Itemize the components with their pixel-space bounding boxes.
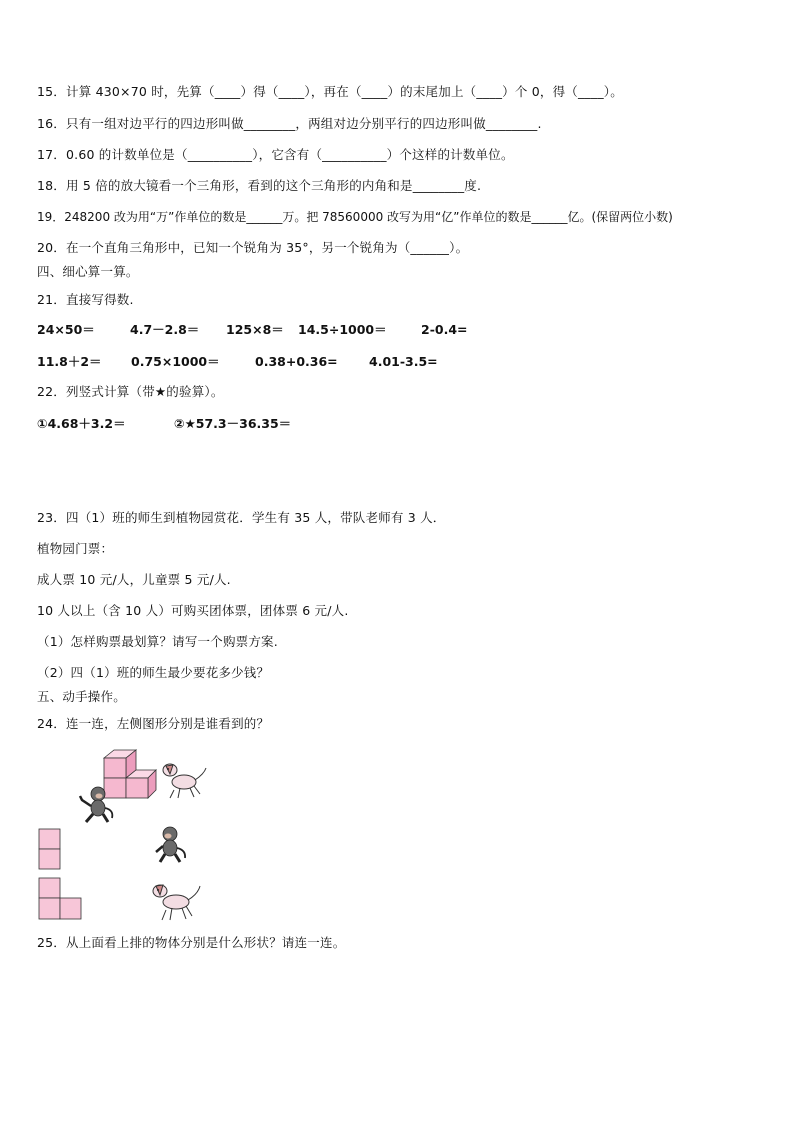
monkey-figure-icon	[78, 786, 116, 824]
calc-item: 125×8＝	[226, 322, 284, 337]
question-18: 18．用 5 倍的放大镜看一个三角形，看到的这个三角形的内角和是________度.	[37, 178, 482, 193]
vertical-calc-item: ②★57.3－36.35＝	[174, 416, 292, 431]
question-16: 16．只有一组对边平行的四边形叫做________，两组对边分别平行的四边形叫做________.	[37, 116, 542, 131]
vertical-calc-item: ①4.68＋3.2＝	[37, 416, 126, 431]
l-shape-squares[interactable]	[38, 877, 84, 921]
question-24: 24．连一连，左侧图形分别是谁看到的？	[37, 716, 270, 731]
group-ticket-line: 10 人以上（含 10 人）可购买团体票，团体票 6 元/人.	[37, 603, 349, 618]
calc-item: 11.8＋2＝	[37, 354, 102, 369]
calc-item: 4.01-3.5=	[369, 354, 438, 369]
question-15: 15．计算 430×70 时，先算（____）得（____），再在（____）的末尾加上（____）个 0，得（____）。	[37, 84, 623, 99]
ticket-price-line: 成人票 10 元/人，儿童票 5 元/人.	[37, 572, 231, 587]
question-19: 19．248200 改为用“万”作单位的数是______万。把 78560000 改写为用“亿”作单位的数是______亿。(保留两位小数)	[37, 210, 673, 224]
dog-figure-icon[interactable]	[150, 880, 202, 922]
section-4-heading: 四、细心算一算。	[37, 264, 139, 279]
question-23-part-2: （2）四（1）班的师生最少要花多少钱？	[37, 665, 270, 680]
two-square-column-shape[interactable]	[38, 828, 62, 870]
question-25: 25．从上面看上排的物体分别是什么形状？请连一连。	[37, 935, 346, 950]
calc-item: 24×50＝	[37, 322, 95, 337]
question-23-part-1: （1）怎样购票最划算？请写一个购票方案.	[37, 634, 278, 649]
calc-item: 0.38+0.36=	[255, 354, 338, 369]
ticket-heading: 植物园门票：	[37, 541, 114, 556]
question-20: 20．在一个直角三角形中，已知一个锐角为 35°，另一个锐角为（______）。	[37, 240, 469, 255]
dog-figure-icon	[160, 760, 208, 800]
section-5-heading: 五、动手操作。	[37, 689, 126, 704]
question-21: 21．直接写得数.	[37, 292, 134, 307]
monkey-figure-icon[interactable]	[152, 826, 190, 864]
question-23: 23．四（1）班的师生到植物园赏花．学生有 35 人，带队老师有 3 人．	[37, 510, 446, 525]
question-17: 17．0.60 的计数单位是（__________），它含有（__________）个这样的计数单位。	[37, 147, 514, 162]
calc-item: 14.5÷1000＝	[298, 322, 387, 337]
calc-item: 2-0.4=	[421, 322, 468, 337]
question-22: 22．列竖式计算（带★的验算）。	[37, 384, 224, 399]
calc-item: 4.7－2.8＝	[130, 322, 200, 337]
calc-item: 0.75×1000＝	[131, 354, 220, 369]
